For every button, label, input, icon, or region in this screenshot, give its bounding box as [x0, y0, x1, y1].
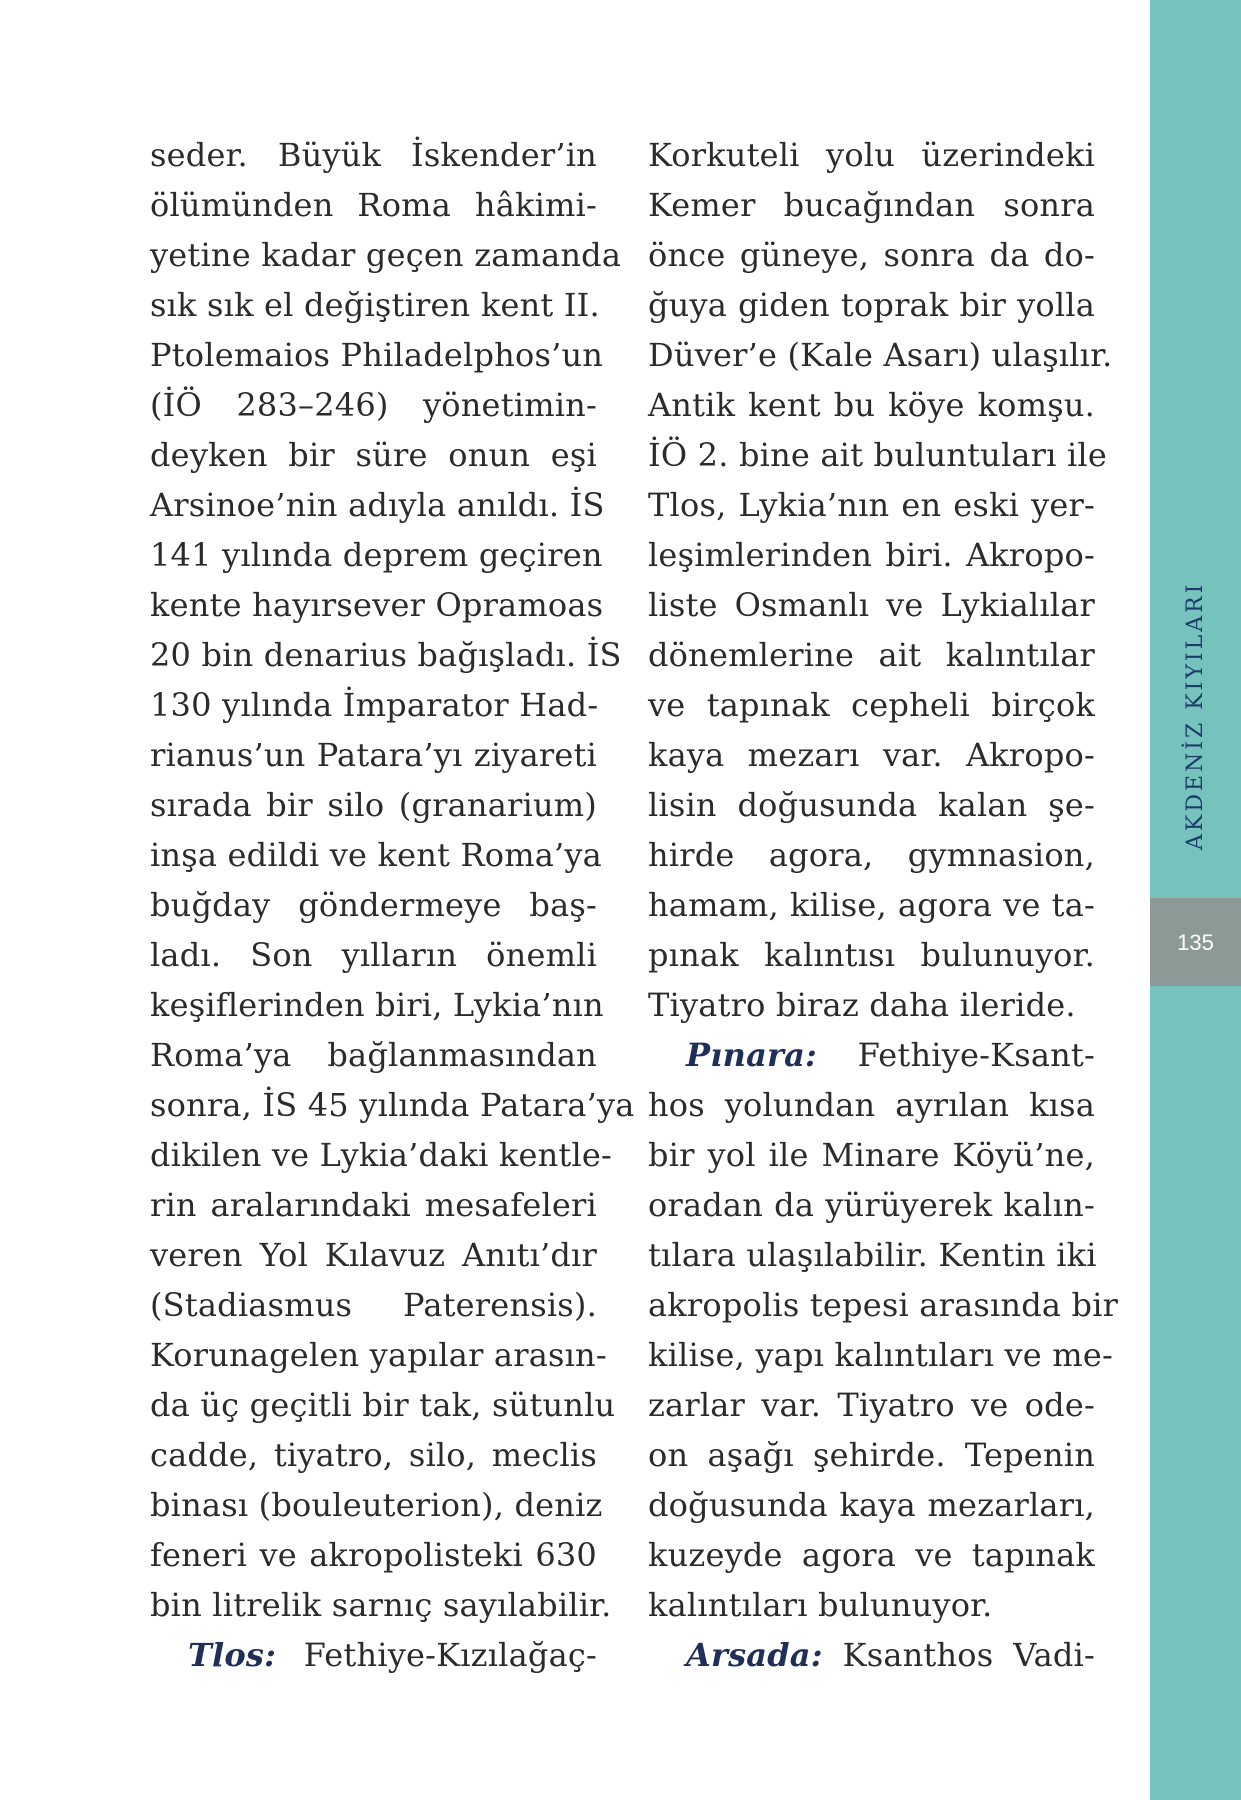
text-line: kalıntıları bulunuyor. — [648, 1586, 993, 1624]
section-label-text: AKDENİZ KIYILARI — [1183, 581, 1208, 850]
text-line: sırada bir silo (granarium) — [150, 786, 597, 824]
left-text-column — [150, 130, 635, 1680]
right-text-column — [648, 130, 1119, 1680]
text-line: feneri ve akropolisteki 630 — [150, 1536, 597, 1574]
text-line: Tlos, Lykia’nın en eski yer- — [648, 486, 1095, 524]
text-line: Kemer bucağından sonra — [648, 186, 1095, 224]
text-line: seder. Büyük İskender’in — [150, 136, 597, 174]
text-line: da üç geçitli bir tak, sütunlu — [150, 1386, 616, 1424]
text-line: doğusunda kaya mezarları, — [648, 1486, 1095, 1524]
text-line: yetine kadar geçen zamanda — [150, 236, 622, 274]
text-line: dönemlerine ait kalıntılar — [648, 636, 1095, 674]
text-line: Roma’ya bağlanmasından — [150, 1036, 597, 1074]
text-line: dikilen ve Lykia’daki kentle- — [150, 1136, 613, 1174]
text-line: inşa edildi ve kent Roma’ya — [150, 836, 602, 874]
text-line: keşiflerinden biri, Lykia’nın — [150, 986, 604, 1024]
text-line: sonra, İS 45 yılında Patara’ya — [150, 1086, 635, 1124]
site-name: Tlos: — [188, 1636, 277, 1674]
site-text: Fethiye-Kızılağaç- — [276, 1636, 597, 1674]
text-line: lisin doğusunda kalan şe- — [648, 786, 1095, 824]
text-line: veren Yol Kılavuz Anıtı’dır — [150, 1236, 597, 1274]
site-name: Pınara: — [686, 1036, 818, 1074]
text-line: Tiyatro biraz daha ileride. — [648, 986, 1076, 1024]
text-line: 130 yılında İmparator Had- — [150, 686, 599, 724]
text-line: pınak kalıntısı bulunuyor. — [648, 936, 1095, 974]
text-line: ölümünden Roma hâkimi- — [150, 186, 597, 224]
text-line: rin aralarındaki mesafeleri — [150, 1186, 597, 1224]
text-line: hos yolundan ayrılan kısa — [648, 1086, 1095, 1124]
text-line: sık sık el değiştiren kent II. — [150, 286, 600, 324]
text-line: leşimlerinden biri. Akropo- — [648, 536, 1095, 574]
text-line: on aşağı şehirde. Tepenin — [648, 1436, 1095, 1474]
text-line: kilise, yapı kalıntıları ve me- — [648, 1336, 1113, 1374]
text-line: buğday göndermeye baş- — [150, 886, 597, 924]
text-line: rianus’un Patara’yı ziyareti — [150, 736, 597, 774]
text-line: kuzeyde agora ve tapınak — [648, 1536, 1095, 1574]
text-line: Korunagelen yapılar arasın- — [150, 1336, 607, 1374]
section-label — [1168, 520, 1224, 870]
text-line — [150, 1630, 597, 1680]
text-line: tılara ulaşılabilir. Kentin iki — [648, 1236, 1097, 1274]
site-text: Fethiye-Ksant- — [817, 1036, 1095, 1074]
text-line: Düver’e (Kale Asarı) ulaşılır. — [648, 336, 1113, 374]
text-line: Ptolemaios Philadelphos’un — [150, 336, 604, 374]
text-line — [648, 1630, 1095, 1680]
text-line: liste Osmanlı ve Lykialılar — [648, 586, 1095, 624]
text-line — [648, 1030, 1095, 1080]
text-line: ve tapınak cepheli birçok — [648, 686, 1095, 724]
text-line: deyken bir süre onun eşi — [150, 436, 597, 474]
text-line: Arsinoe’nin adıyla anıldı. İS — [150, 486, 605, 524]
site-text: Ksanthos Vadi- — [822, 1636, 1095, 1674]
text-line: kente hayırsever Opramoas — [150, 586, 604, 624]
text-line: bir yol ile Minare Köyü’ne, — [648, 1136, 1095, 1174]
text-line: binası (bouleuterion), deniz — [150, 1486, 603, 1524]
text-line: kaya mezarı var. Akropo- — [648, 736, 1095, 774]
text-line: bin litrelik sarnıç sayılabilir. — [150, 1586, 612, 1624]
text-line: hirde agora, gymnasion, — [648, 836, 1095, 874]
text-line: İÖ 2. bine ait buluntuları ile — [648, 436, 1107, 474]
text-line: zarlar var. Tiyatro ve ode- — [648, 1386, 1095, 1424]
site-name: Arsada: — [686, 1636, 823, 1674]
text-line: ğuya giden toprak bir yolla — [648, 286, 1095, 324]
text-line: önce güneye, sonra da do- — [648, 236, 1095, 274]
page-number: 135 — [1177, 930, 1214, 955]
text-line: Korkuteli yolu üzerindeki — [648, 136, 1095, 174]
text-line: ladı. Son yılların önemli — [150, 936, 597, 974]
text-line: 20 bin denarius bağışladı. İS — [150, 636, 622, 674]
text-line: akropolis tepesi arasında bir — [648, 1286, 1119, 1324]
text-line: hamam, kilise, agora ve ta- — [648, 886, 1095, 924]
text-line: oradan da yürüyerek kalın- — [648, 1186, 1095, 1224]
text-line: 141 yılında deprem geçiren — [150, 536, 603, 574]
text-line: cadde, tiyatro, silo, meclis — [150, 1436, 597, 1474]
text-line: (Stadiasmus Paterensis). — [150, 1286, 597, 1324]
text-line: Antik kent bu köye komşu. — [648, 386, 1095, 424]
text-line: (İÖ 283–246) yönetimin- — [150, 386, 597, 424]
